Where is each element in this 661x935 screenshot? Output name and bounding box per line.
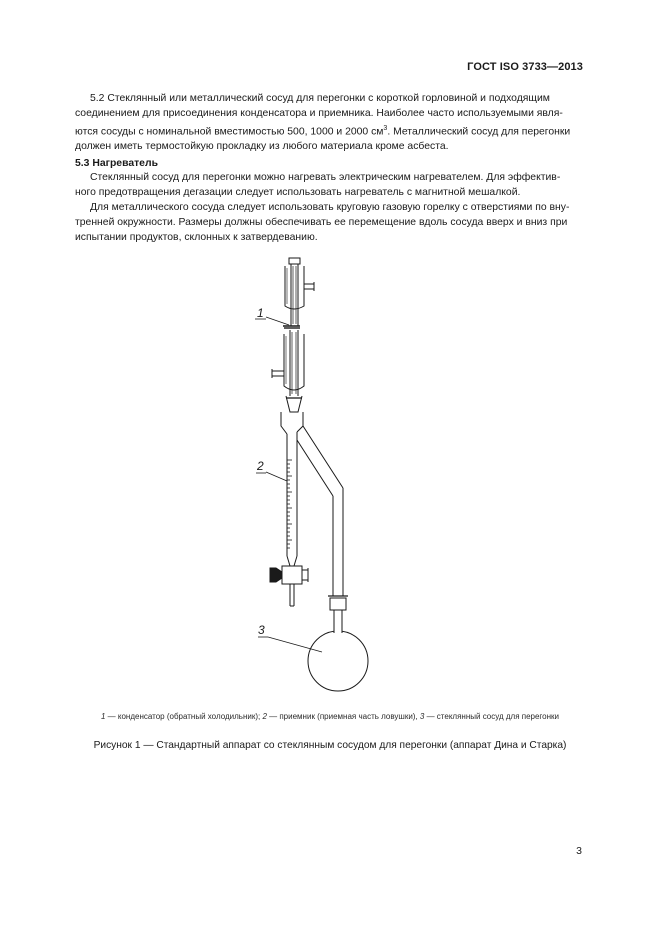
legend-text: — стеклянный сосуд для перегонки <box>424 712 560 721</box>
figure-legend <box>60 712 600 721</box>
legend-text: — приемник (приемная часть ловушки), <box>266 712 420 721</box>
text-fragment: . Металлический сосуд для перегонки <box>387 126 571 138</box>
page-number: 3 <box>576 845 582 857</box>
section-5-3-heading: 5.3 Нагреватель <box>75 158 158 169</box>
text-line: соединением для присоединения конденсатора и приемника. Наиболее часто используемыми явля- <box>75 108 563 119</box>
document-header: ГОСТ ISO 3733—2013 <box>467 61 583 73</box>
distillation-flask <box>308 596 368 691</box>
text-line: тренней окружности. Размеры должны обеспечивать ее перемещение вдоль сосуда вверх и вниз при <box>75 217 568 228</box>
legend-number: 3 <box>419 712 425 721</box>
figure-label-2: 2 <box>257 459 264 473</box>
text-line: ного предотвращения дегазации следует использовать нагреватель с магнитной мешалкой. <box>75 187 521 198</box>
text-line: Стеклянный сосуд для перегонки можно нагревать электрическим нагревателем. Для эффектив- <box>90 172 561 183</box>
legend-number: 1 <box>100 712 106 721</box>
text-line: испытании продуктов, склонных к затвердеванию. <box>75 232 318 243</box>
text-fragment: ются сосуды с номинальной вместимостью 500, 1000 и 2000 см <box>75 126 384 138</box>
figure-label-1: 1 <box>257 306 264 320</box>
text-line: должен иметь термостойкую прокладку из любого материала кроме асбеста. <box>75 141 449 153</box>
figure-label-3: 3 <box>258 623 265 637</box>
legend-number: 2 <box>262 712 267 721</box>
text-line: 5.2 Стеклянный или металлический сосуд для перегонки с короткой горловиной и подходящим <box>90 93 550 104</box>
text-line: Для металлического сосуда следует использовать круговую газовую горелку с отверстиями по вну- <box>90 202 570 213</box>
figure-caption: Рисунок 1 — Стандартный аппарат со стеклянным сосудом для перегонки (аппарат Дина и Старка) <box>93 740 567 751</box>
condenser <box>272 258 314 412</box>
legend-text: — конденсатор (обратный холодильник); <box>105 712 263 721</box>
superscript: 3 <box>383 125 388 132</box>
receiver-trap <box>270 412 343 606</box>
